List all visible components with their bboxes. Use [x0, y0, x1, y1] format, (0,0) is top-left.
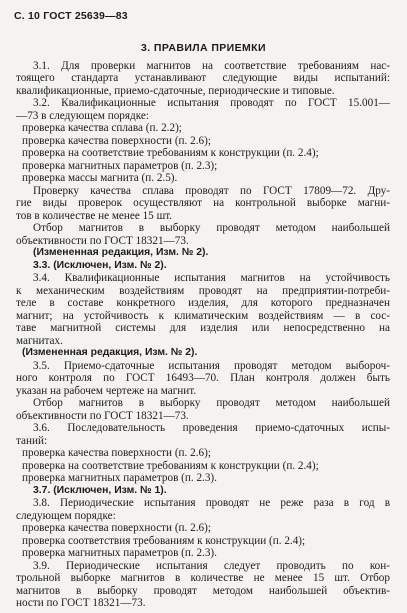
- text-line: таний:: [16, 435, 48, 447]
- text-line: теле в составе конкретного изделия, для которого предназначен: [16, 297, 390, 309]
- text-line: проверка качества поверхности (п. 2.6);: [22, 522, 211, 534]
- text-line: проверка качества сплава (п. 2.2);: [22, 122, 182, 134]
- text-line: 3.6. Последовательность проведения приемо-сдаточных испы-: [33, 422, 390, 434]
- amendment-note: (Измененная редакция, Изм. № 2).: [33, 247, 209, 258]
- text-line: следующем порядке:: [16, 510, 116, 522]
- text-line: проверка массы магнита (п. 2.5).: [22, 172, 178, 184]
- excluded-clause: 3.3. (Исключен, Изм. № 2).: [33, 260, 167, 271]
- text-line: тоящего стандарта устанавливают следующие виды испытаний:: [16, 72, 390, 84]
- text-line: проверка магнитных параметров (п. 2.3).: [22, 472, 217, 484]
- text-line: проверка качества поверхности (п. 2.6);: [22, 447, 211, 459]
- text-line: магнит; на устойчивость к климатическим воздействиям — в сос-: [16, 310, 390, 322]
- text-line: Отбор магнитов в выборку проводят методом наибольшей: [33, 397, 390, 409]
- text-line: ности по ГОСТ 18321—73.: [16, 597, 146, 609]
- text-line: 3.9. Периодические испытания следует проводить по кон-: [33, 560, 390, 572]
- text-line: проверка качества поверхности (п. 2.6);: [22, 135, 211, 147]
- section-title: 3. ПРАВИЛА ПРИЕМКИ: [141, 42, 266, 54]
- text-line: 3.5. Приемо-сдаточные испытания проводят методом выбороч-: [33, 360, 390, 372]
- page-header: С. 10 ГОСТ 25639—83: [14, 10, 128, 22]
- text-line: проверка на соответствие требованиям к конструкции (п. 2.4);: [22, 147, 319, 159]
- text-line: гие виды проверок осуществляют на контрольной выборке магни-: [16, 197, 390, 209]
- text-line: объективности по ГОСТ 18321—73.: [16, 235, 189, 247]
- text-line: тов в количестве не менее 15 шт.: [16, 210, 173, 222]
- text-line: проверка на соответствие требованиям к конструкции (п. 2.4);: [22, 460, 319, 472]
- text-line: объективности по ГОСТ 18321—73.: [16, 410, 189, 422]
- text-line: Проверку качества сплава проводят по ГОСТ 17809—72. Дру-: [33, 185, 390, 197]
- text-line: 3.8. Периодические испытания проводят не реже раза в год в: [33, 497, 390, 509]
- text-line: 3.1. Для проверки магнитов на соответствие требованиям нас-: [33, 60, 390, 72]
- text-line: проверка магнитных параметров (п. 2.3).: [22, 547, 217, 559]
- text-line: проверка магнитных параметров (п. 2.3);: [22, 160, 218, 172]
- text-line: 3.4. Квалификационные испытания магнитов на устойчивость: [33, 272, 390, 284]
- text-line: —73 в следующем порядке:: [16, 110, 149, 122]
- text-line: квалификационные, приемо-сдаточные, периодические и типовые.: [16, 85, 335, 97]
- text-line: к механическим воздействиям проводят на предприятии-потреби-: [16, 285, 390, 297]
- text-line: трольной выборке магнитов в количестве не менее 15 шт. Отбор: [16, 572, 390, 584]
- text-line: магнитов в выборку проводят методом наибольшей объектив-: [16, 585, 390, 597]
- text-line: указан на рабочем чертеже на магнит.: [16, 385, 197, 397]
- text-line: ного контроля по ГОСТ 16493—70. План контроля должен быть: [16, 372, 390, 384]
- text-line: проверка соответствия требованиям к конструкции (п. 2.4);: [22, 535, 306, 547]
- text-line: магнитах.: [16, 335, 63, 347]
- text-line: Отбор магнитов в выборку проводят методом наибольшей: [33, 222, 390, 234]
- excluded-clause: 3.7. (Исключен, Изм. № 1).: [33, 485, 167, 496]
- amendment-note: (Измененная редакция, Изм. № 2).: [22, 347, 198, 358]
- text-line: таве магнитной системы для изделия или непосредственно на: [16, 322, 390, 334]
- text-line: 3.2. Квалификационные испытания проводят по ГОСТ 15.001—: [33, 97, 390, 109]
